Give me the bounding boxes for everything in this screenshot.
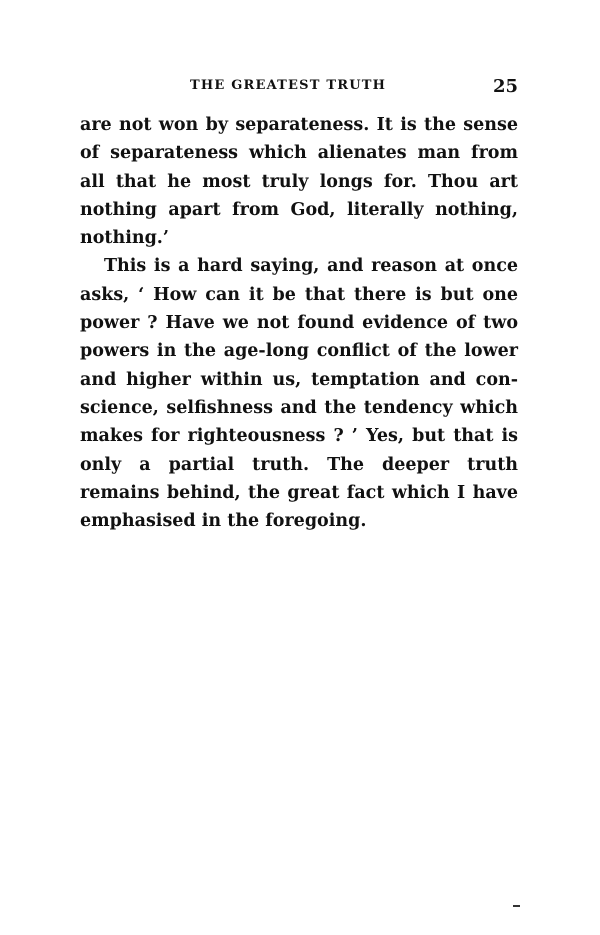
paragraph-continued: are not won by separateness. It is the sense of separateness which alienates man from all that he most truly longs for. Thou art nothing apart from God, literally nothing, nothing.’: [80, 115, 518, 249]
page-number: 25: [492, 76, 518, 97]
page-mark: [513, 905, 520, 907]
paragraph: This is a hard saying, and reason at once asks, ‘ How can it be that there is but one power ? Have we not found evidence of two powers in the age-long conflict of the lower and higher within us, temptation and con-science, selfishness and the tendency which makes for righteousness ? ’ Yes, but that is only a partial truth. The deeper truth remains behind, the great fact which I have emphasised in the foregoing.: [80, 256, 518, 532]
running-title: THE GREATEST TRUTH: [190, 78, 387, 93]
body-text: [80, 111, 518, 535]
running-head: [80, 78, 518, 98]
